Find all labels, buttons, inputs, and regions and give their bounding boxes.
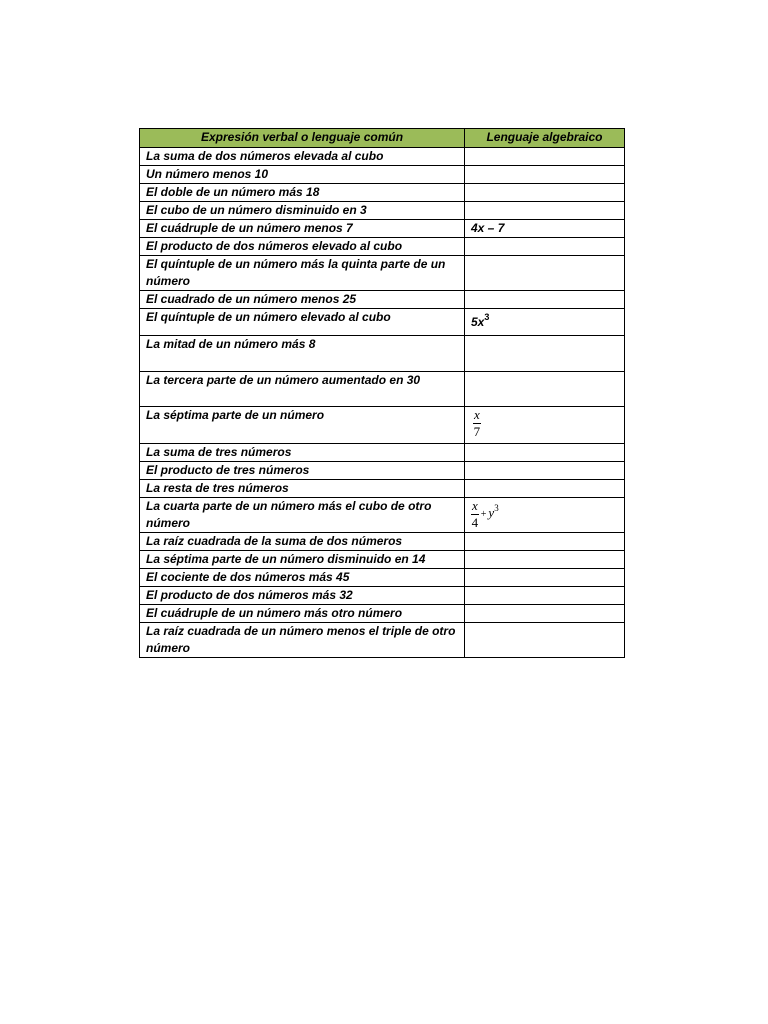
verbal-cell: La raíz cuadrada de un número menos el triple de otro número: [140, 623, 465, 658]
verbal-cell: La resta de tres números: [140, 480, 465, 498]
verbal-cell: El cuádruple de un número menos 7: [140, 220, 465, 238]
verbal-cell: Un número menos 10: [140, 166, 465, 184]
table-row: [140, 569, 625, 587]
verbal-cell: La suma de dos números elevada al cubo: [140, 148, 465, 166]
algebra-cell: [465, 623, 625, 658]
verbal-cell: El producto de dos números elevado al cubo: [140, 238, 465, 256]
algebra-cell: 4x – 7: [465, 220, 625, 238]
table-row: [140, 372, 625, 407]
table-row: [140, 238, 625, 256]
header-verbal: Expresión verbal o lenguaje común: [140, 129, 465, 148]
algebra-base: 5x: [471, 315, 485, 329]
algebra-cell: [465, 587, 625, 605]
algebra-cell: [465, 605, 625, 623]
table-row: [140, 462, 625, 480]
algebra-cell: [465, 256, 625, 291]
algebra-exponent: 3: [494, 503, 499, 514]
table-row: [140, 623, 625, 658]
table-row: [140, 166, 625, 184]
algebra-cell: [465, 372, 625, 407]
table-row: [140, 256, 625, 291]
fraction-denominator: 4: [471, 515, 479, 530]
fraction-numerator: x: [472, 498, 478, 513]
table-row: [140, 220, 625, 238]
algebra-cell: [465, 444, 625, 462]
algebra-cell: [465, 462, 625, 480]
verbal-cell: El producto de dos números más 32: [140, 587, 465, 605]
fraction: [471, 498, 479, 531]
algebra-cell: [465, 407, 625, 444]
verbal-cell: La séptima parte de un número disminuido en 14: [140, 551, 465, 569]
algebra-cell: [465, 498, 625, 533]
algebra-expression: [471, 312, 490, 329]
table-row: [140, 444, 625, 462]
table-row: [140, 533, 625, 551]
table-header-row: [140, 129, 625, 148]
algebra-cell: [465, 202, 625, 220]
algebra-expression: [471, 498, 499, 530]
table-row: [140, 148, 625, 166]
verbal-cell: La mitad de un número más 8: [140, 336, 465, 372]
plus-sign: +: [480, 509, 487, 521]
fraction-denominator: 7: [473, 424, 481, 439]
fraction: [473, 407, 481, 440]
fraction-numerator: x: [474, 407, 480, 422]
verbal-cell: El cociente de dos números más 45: [140, 569, 465, 587]
table-row: [140, 184, 625, 202]
algebra-cell: [465, 533, 625, 551]
algebra-cell: [465, 291, 625, 309]
algebra-cell: [465, 238, 625, 256]
verbal-cell: El producto de tres números: [140, 462, 465, 480]
verbal-cell: La suma de tres números: [140, 444, 465, 462]
algebra-cell: [465, 551, 625, 569]
table-row: [140, 551, 625, 569]
algebra-cell: [465, 569, 625, 587]
algebra-cell: [465, 480, 625, 498]
verbal-cell: El cuádruple de un número más otro número: [140, 605, 465, 623]
algebra-cell: [465, 166, 625, 184]
algebra-cell: [465, 184, 625, 202]
verbal-cell: La raíz cuadrada de la suma de dos números: [140, 533, 465, 551]
table-row: [140, 291, 625, 309]
header-algebra: Lenguaje algebraico: [465, 129, 625, 148]
verbal-cell: La tercera parte de un número aumentado en 30: [140, 372, 465, 407]
algebra-cell: [465, 309, 625, 336]
verbal-cell: La séptima parte de un número: [140, 407, 465, 444]
algebra-cell: [465, 148, 625, 166]
algebra-cell: [465, 336, 625, 372]
table-row: [140, 309, 625, 336]
expressions-table: [139, 128, 625, 658]
verbal-cell: El quíntuple de un número elevado al cubo: [140, 309, 465, 336]
table-row: [140, 498, 625, 533]
verbal-cell: El doble de un número más 18: [140, 184, 465, 202]
algebra-exponent: 3: [484, 312, 490, 322]
table-row: [140, 480, 625, 498]
table-row: [140, 407, 625, 444]
algebra-term: y: [488, 505, 495, 521]
table-row: [140, 605, 625, 623]
verbal-cell: El quíntuple de un número más la quinta parte de un número: [140, 256, 465, 291]
verbal-cell: La cuarta parte de un número más el cubo de otro número: [140, 498, 465, 533]
table-row: [140, 587, 625, 605]
verbal-cell: El cuadrado de un número menos 25: [140, 291, 465, 309]
table-row: [140, 336, 625, 372]
table-row: [140, 202, 625, 220]
verbal-cell: El cubo de un número disminuido en 3: [140, 202, 465, 220]
